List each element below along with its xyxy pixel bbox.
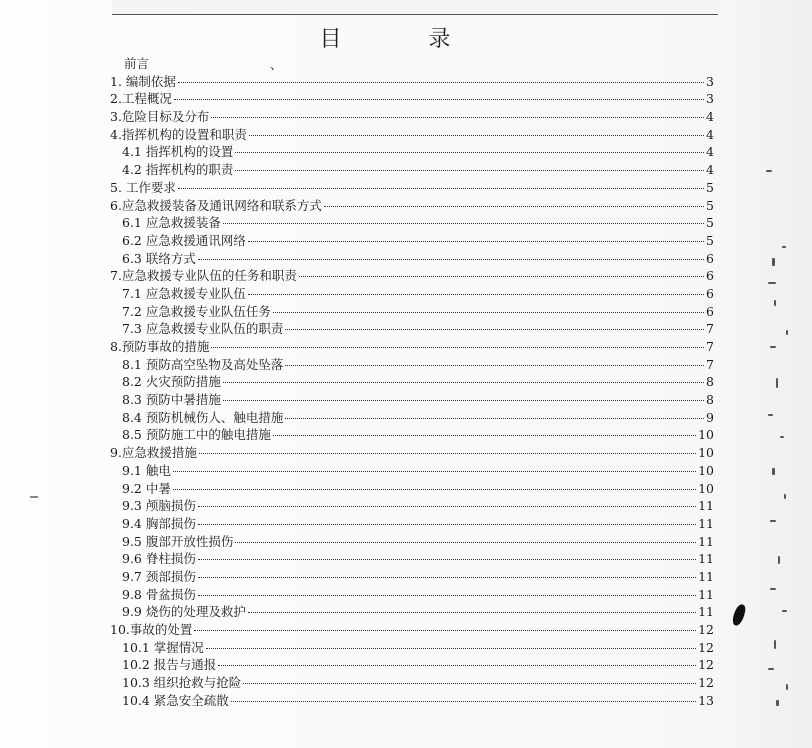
noise-speck bbox=[774, 640, 776, 649]
toc-entry-label: 9.2 中暑 bbox=[122, 480, 171, 496]
toc-leader-dots bbox=[248, 294, 704, 295]
toc-entry-label: 7.2 应急救援专业队伍任务 bbox=[122, 303, 271, 319]
toc-entry-page: 11 bbox=[698, 604, 714, 620]
toc-entry-label: 4.2 指挥机构的职责 bbox=[122, 162, 234, 178]
toc-entry-page: 5 bbox=[706, 179, 714, 195]
toc-entry-label: 10.3 组织抢救与抢险 bbox=[122, 675, 242, 691]
toc-entry-label: 10.4 紧急安全疏散 bbox=[122, 692, 229, 708]
toc-entry bbox=[110, 515, 714, 533]
toc-entry-label: 9.3 颅脑损伤 bbox=[122, 498, 196, 514]
toc-entry bbox=[110, 692, 714, 710]
noise-speck bbox=[768, 282, 776, 284]
toc-entry-page: 11 bbox=[698, 586, 714, 602]
toc-entry-label: 10.1 掌握情况 bbox=[122, 639, 204, 655]
toc-entry-label: 8.4 预防机械伤人、触电措施 bbox=[122, 409, 284, 425]
toc-entry bbox=[110, 179, 714, 197]
toc-entry-page: 4 bbox=[706, 109, 714, 125]
toc-entry-page: 11 bbox=[698, 551, 714, 567]
noise-speck bbox=[774, 300, 776, 306]
toc-entry-label: 6.2 应急救援通讯网络 bbox=[122, 232, 246, 248]
toc-leader-dots bbox=[273, 435, 696, 436]
noise-speck bbox=[772, 258, 775, 266]
toc-entry-label: 7.应急救援专业队伍的任务和职责 bbox=[110, 268, 297, 284]
toc-entry-label: 8.1 预防高空坠物及高处坠落 bbox=[122, 356, 284, 372]
toc-entry-page: 7 bbox=[706, 321, 714, 337]
table-of-contents bbox=[110, 55, 714, 709]
toc-entry bbox=[110, 674, 714, 692]
toc-entry-label: 4.指挥机构的设置和职责 bbox=[110, 126, 247, 142]
toc-leader-dots bbox=[285, 418, 704, 419]
toc-leader-dots bbox=[178, 82, 704, 83]
toc-leader-dots bbox=[173, 471, 696, 472]
toc-leader-dots bbox=[235, 542, 696, 543]
toc-entry-page: 8 bbox=[706, 374, 714, 390]
noise-speck bbox=[778, 556, 780, 564]
toc-leader-dots bbox=[235, 152, 704, 153]
toc-entry bbox=[110, 639, 714, 657]
toc-entry-page: 6 bbox=[706, 285, 714, 301]
toc-entry-label: 9.4 胸部损伤 bbox=[122, 515, 196, 531]
toc-entry-label: 9.1 触电 bbox=[122, 462, 171, 478]
toc-entry-page: 4 bbox=[706, 144, 714, 160]
toc-entry-label: 4.1 指挥机构的设置 bbox=[122, 144, 234, 160]
toc-entry bbox=[110, 267, 714, 285]
toc-entry-label: 8.预防事故的措施 bbox=[110, 339, 210, 354]
toc-entry-label: 8.5 预防施工中的触电措施 bbox=[122, 427, 271, 443]
toc-entry-label: 9.5 腹部开放性损伤 bbox=[122, 533, 234, 549]
toc-entry bbox=[110, 373, 714, 391]
noise-speck bbox=[772, 468, 775, 475]
toc-leader-dots bbox=[173, 489, 696, 490]
toc-entry bbox=[110, 444, 714, 462]
toc-leader-dots bbox=[285, 329, 704, 330]
toc-entry bbox=[110, 250, 714, 268]
toc-entry-label: 9.7 颈部损伤 bbox=[122, 568, 196, 584]
toc-entry-page: 7 bbox=[706, 356, 714, 372]
toc-entry bbox=[110, 356, 714, 374]
toc-entry bbox=[110, 73, 714, 91]
toc-entry-page: 11 bbox=[698, 568, 714, 584]
toc-entry-label: 10.事故的处置 bbox=[110, 622, 193, 637]
toc-entry-page: 6 bbox=[706, 268, 714, 284]
noise-speck bbox=[776, 700, 779, 706]
toc-entry-page: 5 bbox=[706, 197, 714, 213]
toc-entry-page: 9 bbox=[706, 409, 714, 425]
toc-entry-label: 8.3 预防中暑措施 bbox=[122, 392, 221, 408]
toc-leader-dots bbox=[198, 506, 696, 507]
toc-leader-dots bbox=[231, 701, 696, 702]
toc-entry bbox=[110, 108, 714, 126]
toc-entry-page: 7 bbox=[706, 339, 714, 354]
toc-entry bbox=[110, 533, 714, 551]
noise-speck bbox=[784, 494, 786, 499]
toc-entry bbox=[110, 426, 714, 444]
toc-entry-page: 3 bbox=[706, 91, 714, 107]
toc-entry bbox=[110, 550, 714, 568]
noise-speck bbox=[786, 330, 788, 335]
noise-speck bbox=[780, 436, 784, 438]
toc-entry bbox=[110, 568, 714, 586]
toc-leader-dots bbox=[248, 612, 696, 613]
toc-entry-label: 5. 工作要求 bbox=[110, 179, 176, 195]
toc-entry bbox=[110, 161, 714, 179]
toc-entry-page: 12 bbox=[698, 622, 714, 637]
toc-entry-page: 3 bbox=[706, 73, 714, 89]
toc-leader-dots bbox=[223, 400, 704, 401]
toc-leader-dots bbox=[299, 276, 704, 277]
toc-entry-label: 6.1 应急救援装备 bbox=[122, 215, 221, 231]
toc-entry-page: 12 bbox=[698, 639, 714, 655]
toc-entry bbox=[110, 497, 714, 515]
toc-entry bbox=[110, 232, 714, 250]
toc-entry bbox=[110, 197, 714, 215]
noise-speck bbox=[770, 346, 776, 348]
toc-entry-page: 11 bbox=[698, 498, 714, 514]
toc-entry-page: 4 bbox=[706, 162, 714, 178]
toc-leader-dots bbox=[198, 595, 696, 596]
toc-entry bbox=[110, 603, 714, 621]
toc-leader-dots bbox=[194, 630, 696, 631]
toc-entry bbox=[110, 320, 714, 338]
toc-leader-dots bbox=[211, 347, 704, 348]
toc-entry-page: 10 bbox=[698, 445, 714, 461]
toc-entry-label: 前言 bbox=[124, 56, 150, 71]
toc-entry-page: 12 bbox=[698, 657, 714, 673]
toc-entry-label: 9.9 烧伤的处理及救护 bbox=[122, 604, 246, 620]
toc-entry-label: 9.8 骨盆损伤 bbox=[122, 586, 196, 602]
toc-leader-dots bbox=[198, 524, 696, 525]
toc-entry bbox=[110, 55, 714, 73]
scan-top-edge bbox=[112, 0, 718, 15]
toc-entry-page: 10 bbox=[698, 427, 714, 443]
toc-entry-page: 4 bbox=[706, 126, 714, 142]
noise-speck bbox=[776, 378, 778, 388]
noise-speck bbox=[770, 520, 776, 522]
toc-entry bbox=[110, 303, 714, 321]
toc-entry-page: 6 bbox=[706, 250, 714, 266]
toc-entry-label: 9.应急救援措施 bbox=[110, 445, 197, 461]
toc-entry-label: 6.应急救援装备及通讯网络和联系方式 bbox=[110, 197, 322, 213]
toc-entry-page: 11 bbox=[698, 533, 714, 549]
toc-entry-page: 12 bbox=[698, 675, 714, 691]
toc-entry-label: 3.危险目标及分布 bbox=[110, 109, 210, 125]
toc-entry-label: 9.6 脊柱损伤 bbox=[122, 551, 196, 567]
toc-leader-dots bbox=[206, 648, 696, 649]
toc-entry bbox=[110, 409, 714, 427]
toc-title: 目 录 bbox=[319, 27, 491, 52]
toc-entry-page: 11 bbox=[698, 515, 714, 531]
toc-leader-dots bbox=[223, 382, 704, 383]
toc-leader-dots bbox=[198, 259, 704, 260]
toc-leader-dots bbox=[248, 241, 704, 242]
toc-leader-dots bbox=[324, 206, 704, 207]
toc-entry bbox=[110, 480, 714, 498]
toc-entry bbox=[110, 656, 714, 674]
toc-entry-page: 13 bbox=[698, 692, 714, 708]
toc-entry bbox=[110, 126, 714, 144]
toc-leader-dots bbox=[285, 365, 704, 366]
toc-entry bbox=[110, 586, 714, 604]
toc-entry bbox=[110, 462, 714, 480]
scan-left-mark bbox=[30, 496, 38, 498]
toc-leader-dots bbox=[243, 683, 696, 684]
toc-entry bbox=[110, 621, 714, 639]
noise-speck bbox=[786, 684, 788, 690]
toc-entry bbox=[110, 143, 714, 161]
toc-entry-page: 5 bbox=[706, 232, 714, 248]
toc-entry-label: 1. 编制依据 bbox=[110, 73, 176, 89]
toc-leader-dots bbox=[273, 312, 704, 313]
toc-entry-label: 7.1 应急救援专业队伍 bbox=[122, 285, 246, 301]
noise-speck bbox=[770, 588, 776, 590]
toc-entry-page: 6 bbox=[706, 303, 714, 319]
toc-entry-label: 8.2 火灾预防措施 bbox=[122, 374, 221, 390]
toc-entry-page: 10 bbox=[698, 462, 714, 478]
toc-entry bbox=[110, 285, 714, 303]
toc-leader-dots bbox=[218, 665, 696, 666]
toc-leader-dots bbox=[174, 99, 704, 100]
noise-speck bbox=[768, 668, 774, 670]
toc-entry bbox=[110, 391, 714, 409]
toc-entry bbox=[110, 214, 714, 232]
toc-leader-dots bbox=[198, 577, 696, 578]
toc-leader-dots bbox=[249, 135, 704, 136]
toc-entry-page: 8 bbox=[706, 392, 714, 408]
toc-entry-label: 2.工程概况 bbox=[110, 91, 172, 107]
toc-entry-label: 6.3 联络方式 bbox=[122, 250, 196, 266]
toc-leader-dots bbox=[211, 117, 704, 118]
toc-entry-page: 5 bbox=[706, 215, 714, 231]
noise-speck bbox=[782, 610, 787, 612]
scan-margin-noise bbox=[742, 0, 812, 748]
noise-speck bbox=[782, 246, 786, 248]
toc-leader-dots bbox=[199, 453, 696, 454]
toc-entry-page: 10 bbox=[698, 480, 714, 496]
toc-leader-dots bbox=[198, 559, 696, 560]
toc-entry-label: 7.3 应急救援专业队伍的职责 bbox=[122, 321, 284, 337]
toc-leader-dots bbox=[223, 223, 704, 224]
noise-speck bbox=[768, 414, 773, 416]
toc-entry bbox=[110, 90, 714, 108]
toc-entry-label: 10.2 报告与通报 bbox=[122, 657, 217, 673]
noise-speck bbox=[766, 170, 772, 172]
toc-leader-dots bbox=[235, 170, 704, 171]
stray-mark: 、 bbox=[270, 58, 283, 72]
toc-leader-dots bbox=[178, 188, 704, 189]
toc-entry bbox=[110, 338, 714, 356]
